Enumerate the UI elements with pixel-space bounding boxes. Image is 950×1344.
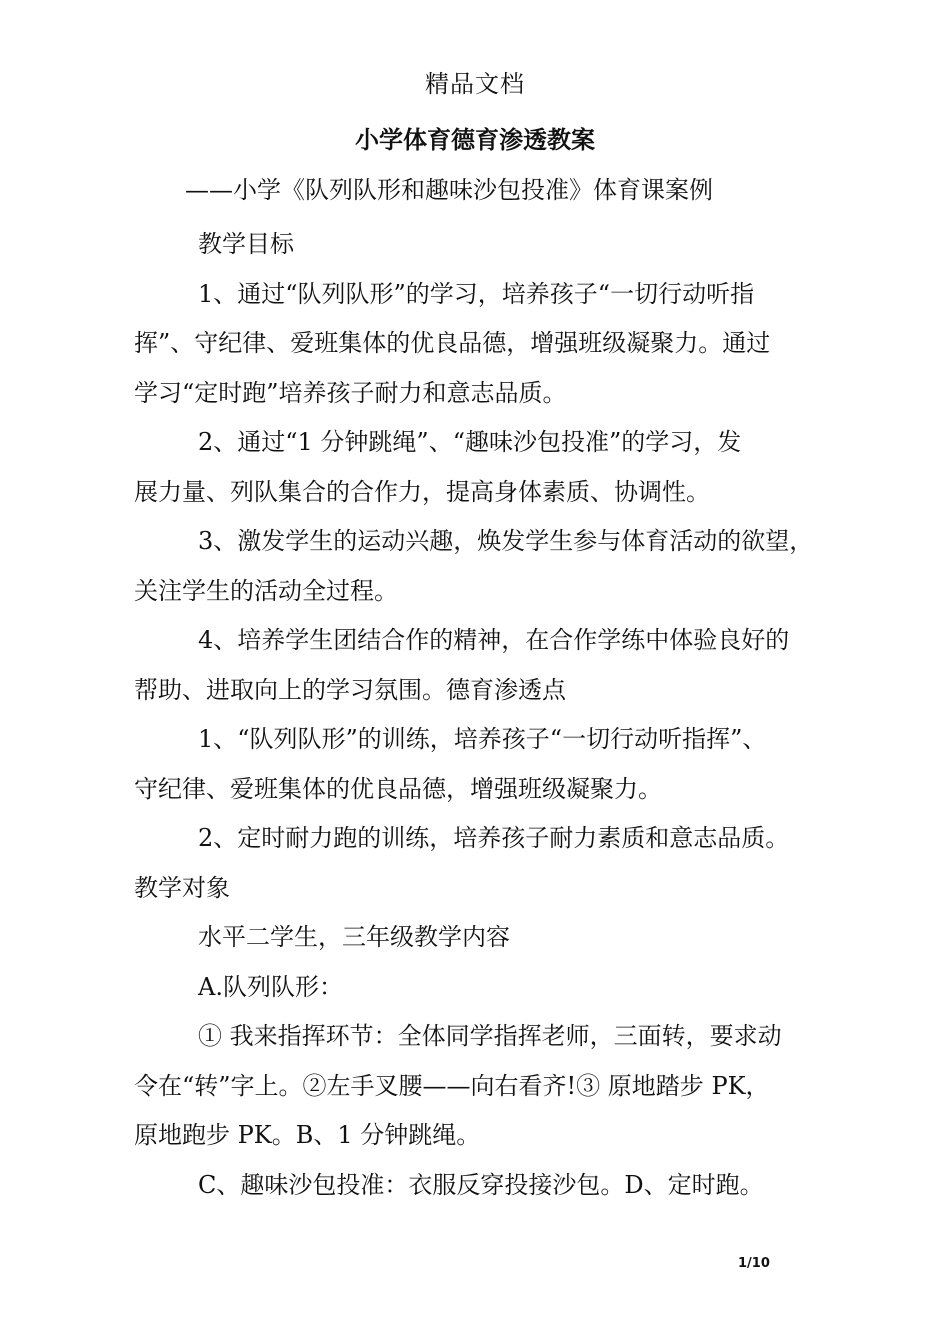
paragraph-line: 帮助、进取向上的学习氛围。德育渗透点: [134, 675, 566, 704]
paragraph-line: 令在“转”字上。②左手叉腰——向右看齐!③ 原地踏步 PK，: [134, 1071, 770, 1100]
paragraph-line: 展力量、列队集合的合作力，提高身体素质、协调性。: [134, 477, 710, 506]
paragraph-line: 挥”、守纪律、爱班集体的优良品德，增强班级凝聚力。通过: [134, 329, 771, 357]
paragraph-line: 2、定时耐力跑的训练，培养孩子耐力素质和意志品质。: [198, 824, 790, 852]
document-subtitle: ——小学《队列队形和趣味沙包投准》体育课案例: [185, 176, 713, 204]
paragraph-line: 4、培养学生团结合作的精神，在合作学练中体验良好的: [198, 626, 790, 654]
paragraph-line: 教学对象: [134, 873, 230, 902]
paragraph-line: ① 我来指挥环节：全体同学指挥老师，三面转，要求动: [198, 1022, 782, 1050]
paragraph-line: 3、激发学生的运动兴趣，焕发学生参与体育活动的欲望，: [198, 527, 814, 555]
page-number: 1/10: [738, 1256, 770, 1271]
paragraph-line: A.队列队形：: [198, 972, 343, 1001]
paragraph-line: 2、通过“1 分钟跳绳”、“趣味沙包投准”的学习，发: [198, 428, 742, 456]
paragraph-line: 关注学生的活动全过程。: [134, 576, 398, 605]
paragraph-line: 水平二学生，三年级教学内容: [198, 923, 510, 951]
paragraph-line: 教学目标: [198, 230, 294, 258]
paragraph-line: 原地跑步 PK。B、1 分钟跳绳。: [134, 1121, 481, 1149]
document-title: 小学体育德育渗透教案: [355, 126, 595, 154]
paragraph-line: 学习“定时跑”培养孩子耐力和意志品质。: [134, 378, 567, 407]
paragraph-line: C、趣味沙包投准：衣服反穿投接沙包。D、定时跑。: [198, 1170, 764, 1199]
document-body: [134, 220, 834, 1210]
paragraph-line: 守纪律、爱班集体的优良品德，增强班级凝聚力。: [134, 774, 662, 803]
page-header: 精品文档: [425, 70, 525, 98]
paragraph-line: 1、“队列队形”的训练，培养孩子“一切行动听指挥”、: [198, 725, 767, 753]
paragraph-line: 1、通过“队列队形”的学习，培养孩子“一切行动听指: [198, 279, 755, 308]
